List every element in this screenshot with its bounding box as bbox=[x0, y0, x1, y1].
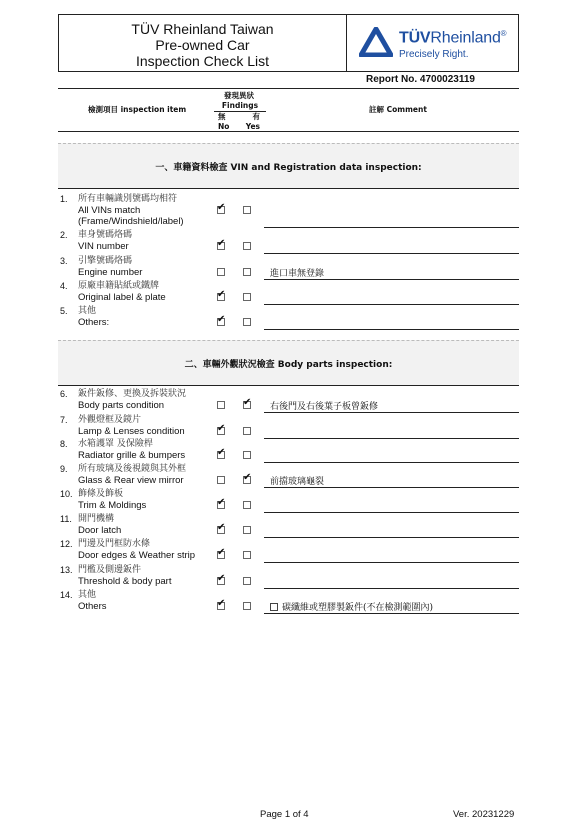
item-label-en: Body parts condition bbox=[78, 400, 165, 411]
item-number: 6. bbox=[60, 389, 68, 399]
item-label-zh: 外觀燈框及鏡片 bbox=[78, 415, 142, 425]
checkbox-no[interactable] bbox=[217, 289, 226, 301]
checkbox-yes[interactable] bbox=[243, 526, 251, 534]
item-number: 14. bbox=[60, 590, 73, 600]
item-label-zh: 飾條及飾板 bbox=[78, 489, 124, 499]
comment-line[interactable] bbox=[264, 329, 519, 330]
checkbox-no[interactable] bbox=[217, 598, 226, 610]
item-number: 12. bbox=[60, 539, 73, 549]
comment-line[interactable] bbox=[264, 537, 519, 538]
comment-value: 右後門及右後葉子板曾鈑修 bbox=[270, 402, 379, 412]
item-label bbox=[78, 464, 186, 486]
comment-value: 前擋玻璃龜裂 bbox=[270, 477, 325, 487]
item-label bbox=[78, 514, 121, 536]
checklist-row bbox=[58, 256, 519, 280]
item-number: 5. bbox=[60, 306, 68, 316]
logo-tagline: Precisely Right. bbox=[399, 49, 469, 60]
check-mark-icon: ✔ bbox=[217, 238, 226, 249]
check-mark-icon: ✔ bbox=[217, 522, 226, 533]
item-number: 4. bbox=[60, 281, 68, 291]
comment-checkbox[interactable] bbox=[270, 603, 278, 611]
checklist-row bbox=[58, 439, 519, 463]
check-mark-icon: ✔ bbox=[217, 573, 226, 584]
checklist-row bbox=[58, 230, 519, 254]
item-number: 8. bbox=[60, 439, 68, 449]
title-line-1: TÜV Rheinland Taiwan bbox=[131, 21, 274, 37]
item-number: 1. bbox=[60, 194, 68, 204]
item-number: 11. bbox=[60, 514, 72, 524]
item-label bbox=[78, 565, 171, 587]
item-label bbox=[78, 230, 132, 252]
comment-line[interactable] bbox=[264, 562, 519, 563]
checkbox-yes[interactable] bbox=[243, 268, 251, 276]
comment-line[interactable] bbox=[264, 487, 519, 488]
item-label-zh: 鈑件鈑修、更換及拆裝狀況 bbox=[78, 389, 187, 399]
item-number: 13. bbox=[60, 565, 73, 575]
checkbox-yes[interactable] bbox=[243, 577, 251, 585]
comment-line[interactable] bbox=[264, 412, 519, 413]
no-en: No bbox=[218, 122, 230, 131]
checkbox-yes[interactable] bbox=[243, 242, 251, 250]
column-heading-item: 檢測項目 inspection item bbox=[88, 105, 187, 114]
item-number: 7. bbox=[60, 415, 68, 425]
findings-zh: 發現異狀 bbox=[224, 91, 254, 100]
checkbox-no[interactable] bbox=[217, 401, 225, 409]
document-title bbox=[59, 15, 347, 71]
section-band bbox=[58, 340, 519, 386]
checkbox-yes[interactable] bbox=[243, 602, 251, 610]
check-mark-icon: ✔ bbox=[243, 472, 252, 483]
item-number: 2. bbox=[60, 230, 68, 240]
version-label: Ver. 20231229 bbox=[453, 809, 515, 820]
item-label-en: Engine number bbox=[78, 267, 143, 278]
checkbox-yes[interactable] bbox=[243, 501, 251, 509]
checkbox-yes[interactable] bbox=[243, 551, 251, 559]
item-number: 10. bbox=[60, 489, 73, 499]
checkbox-no[interactable] bbox=[217, 522, 226, 534]
checkbox-no[interactable] bbox=[217, 573, 226, 585]
item-label-en: Door edges & Weather strip bbox=[78, 550, 196, 561]
checklist-row bbox=[58, 514, 519, 538]
checkbox-yes[interactable] bbox=[243, 472, 252, 484]
check-mark-icon: ✔ bbox=[217, 202, 226, 213]
item-label-en: VIN number bbox=[78, 241, 129, 252]
comment-text bbox=[270, 399, 378, 412]
item-label bbox=[78, 439, 185, 461]
title-line-2: Pre-owned Car bbox=[155, 37, 250, 53]
comment-value: 進口車無登錄 bbox=[270, 269, 325, 279]
logo-brand-bold: TÜV bbox=[399, 29, 431, 47]
comment-text bbox=[270, 474, 324, 487]
column-heading-comment: 註解 Comment bbox=[369, 105, 427, 114]
item-label-zh: 水箱護罩 及保險桿 bbox=[78, 439, 153, 449]
checklist-row bbox=[58, 281, 519, 305]
checkbox-no[interactable] bbox=[217, 547, 226, 559]
item-label-en: All VINs match bbox=[78, 205, 141, 216]
checklist-row bbox=[58, 539, 519, 563]
comment-line[interactable] bbox=[264, 462, 519, 463]
yes-zh: 有 bbox=[252, 112, 260, 121]
item-label-en: Threshold & body part bbox=[78, 576, 172, 587]
checkbox-no[interactable] bbox=[217, 238, 226, 250]
comment-line[interactable] bbox=[264, 613, 519, 614]
column-heading-findings bbox=[214, 91, 264, 132]
divider bbox=[58, 88, 519, 89]
divider bbox=[58, 131, 519, 132]
comment-line[interactable] bbox=[264, 253, 519, 254]
findings-zh-sub bbox=[218, 112, 260, 122]
logo-wordmark bbox=[399, 29, 506, 47]
checkbox-yes[interactable] bbox=[243, 318, 251, 326]
comment-line[interactable] bbox=[264, 227, 519, 228]
item-label-en: Trim & Moldings bbox=[78, 500, 147, 511]
item-label-en: Others: bbox=[78, 317, 110, 328]
section-band bbox=[58, 143, 519, 189]
item-number: 9. bbox=[60, 464, 68, 474]
checklist-row bbox=[58, 306, 519, 330]
check-mark-icon: ✔ bbox=[243, 397, 252, 408]
item-label-en: Lamp & Lenses condition bbox=[78, 426, 185, 437]
item-label bbox=[78, 306, 109, 328]
checkbox-yes[interactable] bbox=[243, 451, 251, 459]
item-label-zh: 其他 bbox=[78, 306, 97, 316]
check-mark-icon: ✔ bbox=[217, 447, 226, 458]
header-box bbox=[58, 14, 519, 72]
report-number: Report No. 4700023119 bbox=[366, 74, 475, 85]
item-label-zh: 引擎號碼烙碼 bbox=[78, 256, 133, 266]
item-label-zh: 所有車輛識別號碼均相符 bbox=[78, 194, 178, 204]
checkbox-yes[interactable] bbox=[243, 427, 251, 435]
check-mark-icon: ✔ bbox=[217, 547, 226, 558]
item-number: 3. bbox=[60, 256, 68, 266]
checklist-row bbox=[58, 415, 519, 439]
item-label-zh: 原廠車籍貼紙或鐵牌 bbox=[78, 281, 160, 291]
check-mark-icon: ✔ bbox=[217, 289, 226, 300]
comment-text bbox=[270, 266, 324, 279]
comment-line[interactable] bbox=[264, 512, 519, 513]
item-label bbox=[78, 194, 184, 227]
section-title: 一、車籍資料檢查 VIN and Registration data inspection: bbox=[155, 163, 422, 173]
item-label bbox=[78, 281, 166, 303]
comment-value: 碳纖維或塑膠製鈑件(不在檢測範圍內) bbox=[282, 603, 434, 613]
title-line-3: Inspection Check List bbox=[135, 53, 270, 69]
check-mark-icon: ✔ bbox=[217, 598, 226, 609]
check-mark-icon: ✔ bbox=[217, 423, 226, 434]
checkbox-no[interactable] bbox=[217, 476, 225, 484]
item-label-en: Door latch bbox=[78, 525, 122, 536]
checkbox-no[interactable] bbox=[217, 268, 225, 276]
comment-line[interactable] bbox=[264, 279, 519, 280]
findings-en: Findings bbox=[214, 101, 266, 112]
checklist-row bbox=[58, 489, 519, 513]
registered-mark: ® bbox=[500, 29, 507, 38]
comment-text bbox=[270, 600, 433, 613]
item-label-en-detail: (Frame/Windshield/label) bbox=[78, 216, 184, 227]
checkbox-no[interactable] bbox=[217, 314, 226, 326]
item-label-zh: 其他 bbox=[78, 590, 97, 600]
item-label bbox=[78, 415, 185, 437]
checklist-row bbox=[58, 194, 519, 228]
section-title: 二、車輛外觀狀況檢查 Body parts inspection: bbox=[184, 360, 393, 370]
item-label-en: Original label & plate bbox=[78, 292, 166, 303]
checklist-row bbox=[58, 389, 519, 413]
item-label-en: Radiator grille & bumpers bbox=[78, 450, 186, 461]
checkbox-yes[interactable] bbox=[243, 293, 251, 301]
item-label-en: Others bbox=[78, 601, 107, 612]
comment-line[interactable] bbox=[264, 304, 519, 305]
item-label-zh: 車身號碼烙碼 bbox=[78, 230, 133, 240]
no-zh: 無 bbox=[218, 112, 226, 121]
item-label bbox=[78, 389, 186, 411]
checkbox-no[interactable] bbox=[217, 447, 226, 459]
checkbox-yes[interactable] bbox=[243, 397, 252, 409]
yes-en: Yes bbox=[245, 122, 260, 131]
item-label-zh: 所有玻璃及後視鏡與其外框 bbox=[78, 464, 187, 474]
checkbox-no[interactable] bbox=[217, 202, 226, 214]
checklist-row bbox=[58, 590, 519, 614]
item-label bbox=[78, 489, 146, 511]
checkbox-no[interactable] bbox=[217, 423, 226, 435]
checklist-row bbox=[58, 464, 519, 488]
tuv-logo bbox=[359, 25, 519, 65]
check-mark-icon: ✔ bbox=[217, 497, 226, 508]
item-label bbox=[78, 590, 107, 612]
checkbox-yes[interactable] bbox=[243, 206, 251, 214]
item-label-zh: 門邊及門框防水條 bbox=[78, 539, 151, 549]
checkbox-no[interactable] bbox=[217, 497, 226, 509]
item-label bbox=[78, 539, 195, 561]
tuv-triangle-icon bbox=[359, 27, 393, 57]
item-label-en: Glass & Rear view mirror bbox=[78, 475, 184, 486]
page-number: Page 1 of 4 bbox=[260, 809, 309, 820]
check-mark-icon: ✔ bbox=[217, 314, 226, 325]
logo-brand-light: Rheinland bbox=[430, 29, 501, 47]
item-label bbox=[78, 256, 142, 278]
item-label-zh: 開門機構 bbox=[78, 514, 115, 524]
item-label-zh: 門檻及側邊鈑件 bbox=[78, 565, 142, 575]
comment-line[interactable] bbox=[264, 588, 519, 589]
checklist-row bbox=[58, 565, 519, 589]
